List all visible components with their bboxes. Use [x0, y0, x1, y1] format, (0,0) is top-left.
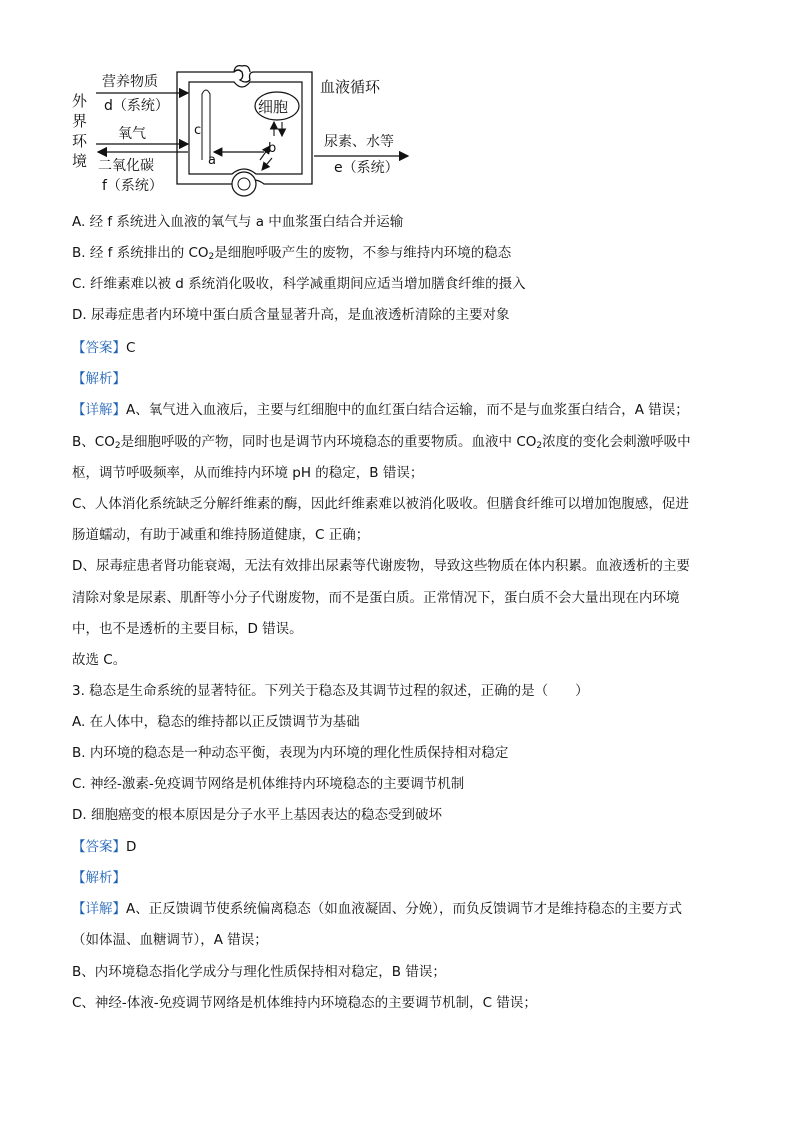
q2-detail-d3: 中，也不是透析的主要目标，D 错误。 [72, 621, 303, 637]
analysis-label: 【解析】 [72, 870, 126, 886]
waste-label: 尿素、水等 [324, 134, 394, 150]
q3-option-a: A. 在人体中，稳态的维持都以正反馈调节为基础 [72, 714, 360, 730]
label-b: b [268, 141, 277, 156]
q2-option-b: B. 经 f 系统排出的 $CO_2$是细胞呼吸产生的废物，不参与维持内环境的稳态 [72, 245, 512, 262]
q2-answer: 【答案】C [72, 340, 136, 356]
co2-label: 二氧化碳 [98, 158, 154, 174]
q3-detail-c: C、神经-体液-免疫调节网络是机体维持内环境稳态的主要调节机制，C 错误； [72, 995, 537, 1011]
b-lower-arrow [262, 158, 272, 170]
q2-detail-d1: D、尿毒症患者肾功能衰竭，无法有效排出尿素等代谢废物，导致这些物质在体内积累。血液透析的主要 [72, 558, 690, 574]
label-a: a [208, 153, 216, 168]
q3-analysis [72, 868, 126, 888]
f-system-label: f（系统） [102, 178, 163, 194]
analysis-label: 【解析】 [72, 371, 126, 387]
detail-label: 【详解】 [72, 402, 126, 418]
q2-detail-d2: 清除对象是尿素、肌酐等小分子代谢废物，而不是蛋白质。正常情况下，蛋白质不会大量出现在内环境 [72, 590, 680, 606]
q3-option-d: D. 细胞癌变的根本原因是分子水平上基因表达的稳态受到破坏 [72, 807, 442, 823]
q3-answer: 【答案】D [72, 839, 137, 855]
inner-box [189, 82, 302, 174]
q3-option-c: C. 神经-激素-免疫调节网络是机体维持内环境稳态的主要调节机制 [72, 776, 465, 792]
answer-label: 【答案】 [72, 340, 126, 356]
q2-option-a: A. 经 f 系统进入血液的氧气与 a 中血浆蛋白结合并运输 [72, 214, 404, 230]
q3-detail-a1: 【详解】A、正反馈调节使系统偏离稳态（如血液凝固、分娩），而负反馈调节才是维持稳态的主要方式 [72, 901, 682, 917]
c-vessel [202, 90, 210, 160]
q3-option-b: B. 内环境的稳态是一种动态平衡，表现为内环境的理化性质保持相对稳定 [72, 745, 509, 761]
label-c: c [194, 123, 202, 138]
q3-detail-b: B、内环境稳态指化学成分与理化性质保持相对稳定，B 错误； [72, 964, 446, 980]
q2-detail-b2: 枢，调节呼吸频率，从而维持内环境 pH 的稳定，B 错误； [72, 465, 424, 481]
q2-conclusion: 故选 C。 [72, 652, 127, 668]
q2-analysis [72, 369, 126, 389]
detail-label: 【详解】 [72, 901, 126, 917]
q2-detail-c2: 肠道蠕动，有助于减重和维持肠道健康，C 正确； [72, 527, 370, 543]
outer-env-char: 外 [72, 92, 88, 110]
q3-detail-a2: （如体温、血糖调节），A 错误； [72, 932, 268, 948]
q2-detail-c1: C、人体消化系统缺乏分解纤维素的酶，因此纤维素难以被消化吸收。但膳食纤维可以增加饱腹感，促进 [72, 496, 689, 512]
oxygen-label: 氧气 [118, 126, 146, 142]
q2-option-d: D. 尿毒症患者内环境中蛋白质含量显著升高，是血液透析清除的主要对象 [72, 307, 510, 323]
outer-env-char: 界 [72, 112, 88, 130]
e-system-label: e（系统） [334, 160, 399, 176]
outer-env-char: 境 [72, 152, 88, 170]
homeostasis-diagram [72, 64, 412, 204]
q2-option-c: C. 纤维素难以被 d 系统消化吸收，科学减重期间应适当增加膳食纤维的摄入 [72, 276, 526, 292]
cell-label: 细胞 [258, 98, 289, 116]
kidney-circle [232, 172, 256, 196]
circulation-label: 血液循环 [320, 78, 381, 96]
outer-env-char: 环 [72, 132, 88, 150]
q2-detail-b1: B、$CO_2$是细胞呼吸的产物，同时也是调节内环境稳态的重要物质。血液中 $CO_2$浓度的变化会刺激呼吸中 [72, 434, 691, 451]
q3-stem: 3. 稳态是生命系统的显著特征。下列关于稳态及其调节过程的叙述，正确的是（ ） [72, 683, 589, 699]
d-system-label: d（系统） [104, 98, 169, 114]
q2-detail-a: 【详解】A、氧气进入血液后，主要与红细胞中的血红蛋白结合运输，而不是与血浆蛋白结合，A 错误； [72, 402, 689, 418]
nutrients-label: 营养物质 [102, 74, 158, 90]
answer-label: 【答案】 [72, 839, 126, 855]
